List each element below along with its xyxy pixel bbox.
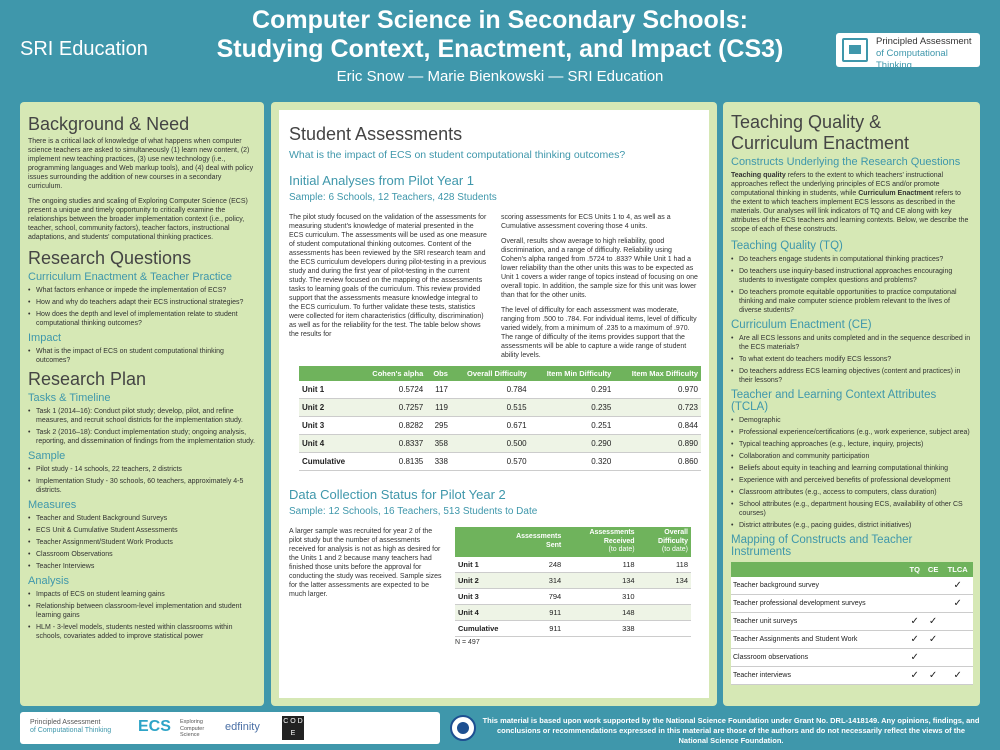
- table-header: [731, 562, 906, 577]
- analysis-title: Analysis: [28, 575, 69, 587]
- impact-list: [28, 347, 256, 365]
- check-icon: ✓: [924, 667, 942, 685]
- list-item: • What is the impact of ECS on student computational thinking outcomes?: [28, 347, 256, 365]
- list-item: • Task 2 (2016–18): Conduct implementation study; ongoing analysis, reporting, and dissemination of findings from the implementation study.: [28, 428, 256, 446]
- constructs-intro: Teaching quality refers to the extent to which teachers' instructional approaches reflect the underlying principles of ECS and/or promote computational thinking in students, while Curriculum Enactment refers to the extent to which teachers implement ECS lessons as described in the materials. Our analyses will link indicators of TQ and CE along with key attributes of the ECS teachers and learning contexts. Below, we describe the scope of each of these constructs.: [731, 172, 969, 233]
- reliability-table: [299, 366, 701, 471]
- table-row: Teacher professional development surveys ✓: [731, 595, 973, 613]
- table-header: Obs: [426, 366, 451, 381]
- table-header: Item Min Difficulty: [530, 366, 615, 381]
- data-collection-table: [455, 527, 691, 637]
- check-icon: ✓: [942, 595, 973, 613]
- check-icon: [924, 649, 942, 667]
- sri-education-logo: SRI Education: [20, 38, 148, 60]
- pilot-col-2c: The level of difficulty for each assessment was moderate, ranging from .500 to .784. For individual items, level of difficulty varied widely, from a minimum of .235 to a maximum of .970. The range of difficulty of the items provides support that the assessments will be able to capture a wide range of student ability levels.: [501, 307, 697, 359]
- ce-title: Curriculum Enactment (CE): [731, 319, 872, 331]
- authors: Eric Snow — Marie Bienkowski — SRI Education: [336, 68, 664, 85]
- check-icon: [942, 613, 973, 631]
- data-collection-sample: Sample: 12 Schools, 16 Teachers, 513 Students to Date: [289, 506, 538, 517]
- mapping-title: Mapping of Constructs and Teacher Instruments: [731, 534, 913, 558]
- table-row: Cumulative 911 338: [455, 620, 691, 636]
- table-header: Assessments Sent: [501, 527, 564, 557]
- table-row: Unit 4 911 148: [455, 604, 691, 620]
- list-item: • Relationship between classroom-level implementation and student learning gains: [28, 602, 256, 620]
- check-icon: ✓: [924, 613, 942, 631]
- check-icon: [906, 577, 924, 595]
- tq-title: Teaching Quality (TQ): [731, 240, 843, 252]
- table-row: Unit 3 794 310: [455, 588, 691, 604]
- pact-footer-logo: Principled Assessment of Computational Thinking: [30, 719, 112, 734]
- table-header: Overall Difficulty: [451, 366, 530, 381]
- partner-logos: [20, 712, 440, 744]
- check-icon: ✓: [942, 577, 973, 595]
- list-item: • District attributes (e.g., pacing guides, district initiatives): [731, 521, 972, 530]
- data-collection-title: Data Collection Status for Pilot Year 2: [289, 487, 506, 502]
- rq-subtitle: Curriculum Enactment & Teacher Practice: [28, 271, 232, 283]
- rq-list: [28, 286, 256, 328]
- list-item: • What factors enhance or impede the implementation of ECS?: [28, 286, 256, 295]
- title-line-1: Computer Science in Secondary Schools:: [252, 6, 748, 34]
- table-row: Unit 2 0.7257 119 0.515 0.235 0.723: [299, 399, 701, 417]
- table-row: Teacher Assignments and Student Work ✓ ✓: [731, 631, 973, 649]
- list-item: • Do teachers engage students in computational thinking practices?: [731, 255, 972, 264]
- pilot-col-2b: Overall, results show average to high reliability, good discrimination, and a range of difficulty. Reliability using Cohen's alpha ranged from .5724 to .833? While Unit 1 had a lower reliability than the other units this was to be expected as Unit 1 covers a wider range of topics instead of focusing on one overall topic. In addition, the sample size for this unit was lower than that for the other units.: [501, 238, 698, 299]
- list-item: • School attributes (e.g., department housing ECS, availability of other CS courses): [731, 500, 972, 518]
- check-icon: [942, 649, 973, 667]
- right-panel: [723, 102, 980, 706]
- teaching-quality-title: Teaching Quality & Curriculum Enactment: [731, 112, 910, 153]
- research-plan-title: Research Plan: [28, 369, 147, 389]
- table-row: Teacher unit surveys ✓ ✓: [731, 613, 973, 631]
- check-icon: ✓: [942, 667, 973, 685]
- left-panel: [20, 102, 264, 706]
- table-row: Unit 1 248 118 118: [455, 557, 691, 573]
- list-item: • Teacher Interviews: [28, 562, 256, 571]
- data-collection-block: [289, 527, 699, 646]
- list-item: • Experience with and perceived benefits of professional development: [731, 476, 972, 485]
- analysis-list: [28, 590, 256, 641]
- list-item: • Typical teaching approaches (e.g., lecture, inquiry, projects): [731, 440, 972, 449]
- sample-list: [28, 465, 256, 495]
- table-row: Unit 4 0.8337 358 0.500 0.290 0.890: [299, 435, 701, 453]
- background-paragraph-1: There is a critical lack of knowledge of what happens when computer science teachers are asked to simultaneously (1) learn new content, (2) implement new teaching practices, (3) use new technology (i.e., programming languages and Web markup tools), and (4) deal with policy issues surrounding the addition of new courses in a secondary curriculum.: [28, 138, 254, 190]
- check-icon: [906, 595, 924, 613]
- list-item: • Do teachers promote equitable opportunities to practice computational thinking and make computer science problem relevant to the lives of diverse students?: [731, 288, 972, 315]
- check-icon: ✓: [906, 649, 924, 667]
- section-question: What is the impact of ECS on student computational thinking outcomes?: [289, 149, 626, 161]
- table-header: Assessments Received (to date): [564, 527, 637, 557]
- mapping-table: [731, 562, 973, 685]
- research-questions-title: Research Questions: [28, 248, 192, 268]
- list-item: • ECS Unit & Cumulative Student Assessments: [28, 526, 256, 535]
- list-item: • Demographic: [731, 416, 972, 425]
- poster-header: [0, 0, 1000, 96]
- ecs-logo: ECS: [138, 718, 171, 735]
- table-header: Cohen's alpha: [358, 366, 426, 381]
- edfinity-logo: edfinity: [225, 721, 260, 733]
- pilot-col-1: The pilot study focused on the validation of the assessments for measuring student's knowledge of material presented in the ECS curriculum. The assessments will be used as one measure of student computational thinking outcomes. Content of the assessments has been reviewed by the SRI research team and the ECS curriculum developers during pilot-testing in a previous study and during the first year of pilot-testing in the current study. The review focused on the mapping of the assessments tasks to learning goals of the curriculum. This review provided support that the assessments measure knowledge integral to the ECS curriculum. To further validate these tests, statistics were collected for item characteristics (difficulty, discrimination) as well as for the reliability for the test. The table below shows the results for: [289, 214, 487, 338]
- tlca-list: [731, 416, 972, 530]
- table-header: [455, 527, 501, 557]
- background-paragraph-2: The ongoing studies and scaling of Exploring Computer Science (ECS) present a unique and timely opportunity to critically examine the relationships between the broader implementation context (i.e., policy, teacher, school, community factors), teacher factors, instructional adaptations, and students' computational thinking practices.: [28, 198, 248, 241]
- impact-title: Impact: [28, 332, 62, 344]
- background-title: Background & Need: [28, 114, 190, 134]
- list-item: • Teacher Assignment/Student Work Products: [28, 538, 256, 547]
- center-panel: [271, 102, 717, 706]
- list-item: • Do teachers use inquiry-based instructional approaches encouraging students to investigate complex questions and problems?: [731, 267, 972, 285]
- table-header: Overall Difficulty (to date): [638, 527, 691, 557]
- list-item: • Task 1 (2014–16): Conduct pilot study; develop, pilot, and refine measures, and recruit school districts for the implementation study.: [28, 407, 256, 425]
- ce-list: [731, 334, 972, 385]
- table-row: Unit 2 314 134 134: [455, 572, 691, 588]
- tasks-title: Tasks & Timeline: [28, 392, 111, 404]
- check-icon: ✓: [906, 631, 924, 649]
- pilot-col-2a: scoring assessments for ECS Units 1 to 4, as well as a Cumulative assessment covering those 4 units.: [501, 214, 671, 230]
- title-line-2: Studying Context, Enactment, and Impact (CS3): [216, 35, 784, 63]
- pilot-title: Initial Analyses from Pilot Year 1: [289, 173, 474, 188]
- list-item: • Beliefs about equity in teaching and learning computational thinking: [731, 464, 972, 473]
- list-item: • Impacts of ECS on student learning gains: [28, 590, 256, 599]
- table-header: TLCA: [942, 562, 973, 577]
- check-icon: [942, 631, 973, 649]
- list-item: • Classroom Observations: [28, 550, 256, 559]
- poster-title: [180, 6, 820, 64]
- table-row: Teacher background survey ✓: [731, 577, 973, 595]
- list-item: • Do teachers address ECS learning objectives (content and practices) in their lessons?: [731, 367, 972, 385]
- tlca-title: Teacher and Learning Context Attributes (TCLA): [731, 389, 937, 413]
- table-row: Unit 1 0.5724 117 0.784 0.291 0.970: [299, 381, 701, 399]
- check-icon: ✓: [906, 667, 924, 685]
- list-item: • Pilot study - 14 schools, 22 teachers, 2 districts: [28, 465, 256, 474]
- measures-list: [28, 514, 256, 571]
- tq-list: [731, 255, 972, 315]
- list-item: • HLM - 3-level models, students nested within classrooms within schools, covariates added to improve statistical power: [28, 623, 256, 641]
- table-header: [299, 366, 358, 381]
- constructs-subtitle: Constructs Underlying the Research Questions: [731, 156, 961, 168]
- sample-title: Sample: [28, 450, 66, 462]
- pilot-sample: Sample: 6 Schools, 12 Teachers, 428 Students: [289, 192, 497, 203]
- ecs-subtitle: Exploring Computer Science: [180, 719, 205, 738]
- student-assessments-section: [279, 110, 709, 698]
- nsf-logo: [450, 715, 476, 741]
- check-icon: [924, 577, 942, 595]
- check-icon: [924, 595, 942, 613]
- table-row: Unit 3 0.8282 295 0.671 0.251 0.844: [299, 417, 701, 435]
- check-icon: ✓: [906, 613, 924, 631]
- table-header: CE: [924, 562, 942, 577]
- poster-footer: [20, 712, 980, 744]
- data-collection-text: A larger sample was recruited for year 2 of the pilot study but the number of assessments received for analysis is not as high as desired for the Units 1 and 2 because many teachers had finished those units before the approval for conducting the study was received. Sample sizes for the latter assessments are expected to be much larger.: [289, 528, 442, 598]
- table-row: Cumulative 0.8135 338 0.570 0.320 0.860: [299, 453, 701, 471]
- pact-logo: Principled Assessment of Computational Thinking: [836, 33, 980, 67]
- nsf-acknowledgment: This material is based upon work supported by the National Science Foundation under Grant No. DRL-1418149. Any opinions, findings, and conclusions or recommendations expressed in this material are those of the authors and do not necessarily reflect the views of the National Science Foundation.: [482, 716, 980, 745]
- code-logo: C O D E: [282, 716, 304, 740]
- list-item: • How and why do teachers adapt their ECS instructional strategies?: [28, 298, 256, 307]
- check-icon: ✓: [924, 631, 942, 649]
- list-item: • How does the depth and level of implementation relate to student computational thinking outcomes?: [28, 310, 256, 328]
- list-item: • Teacher and Student Background Surveys: [28, 514, 256, 523]
- table-header: Item Max Difficulty: [614, 366, 701, 381]
- list-item: • Classroom attributes (e.g., access to computers, class duration): [731, 488, 972, 497]
- table-row: Classroom observations ✓: [731, 649, 973, 667]
- list-item: • Professional experience/certifications (e.g., work experience, subject area): [731, 428, 972, 437]
- list-item: • Implementation Study - 30 schools, 60 teachers, approximately 4-5 districts.: [28, 477, 256, 495]
- table-note: N = 497: [455, 638, 480, 646]
- table-row: Teacher interviews ✓ ✓ ✓: [731, 667, 973, 685]
- list-item: • To what extent do teachers modify ECS lessons?: [731, 355, 972, 364]
- section-title: Student Assessments: [289, 124, 463, 144]
- tasks-list: [28, 407, 256, 446]
- list-item: • Are all ECS lessons and units completed and in the sequence described in the ECS materials?: [731, 334, 972, 352]
- list-item: • Collaboration and community participation: [731, 452, 972, 461]
- table-header: TQ: [906, 562, 924, 577]
- computer-icon: [842, 38, 868, 62]
- measures-title: Measures: [28, 499, 77, 511]
- pilot-text: [289, 213, 699, 366]
